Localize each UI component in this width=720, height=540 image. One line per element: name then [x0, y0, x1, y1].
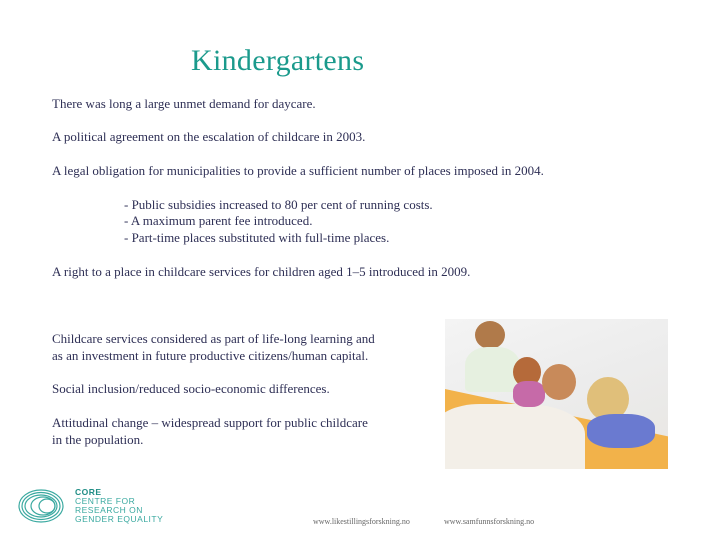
kindergarten-photo — [445, 319, 668, 469]
footer-link-samfunn[interactable]: www.samfunnsforskning.no — [444, 517, 535, 526]
core-logo-icon — [17, 487, 69, 525]
sub-point-subsidies: - Public subsidies increased to 80 per cent of running costs. — [124, 197, 433, 212]
footer-link-likestilling[interactable]: www.likestillingsforskning.no — [313, 517, 410, 526]
photo-child1-body — [513, 381, 545, 407]
paragraph-demand: There was long a large unmet demand for daycare. — [52, 96, 316, 111]
paragraph-lifelong-line2: as an investment in future productive citizens/human capital. — [52, 348, 369, 363]
photo-child2-head — [542, 364, 576, 400]
paragraph-attitudinal-line1: Attitudinal change – widespread support for public childcare — [52, 415, 368, 430]
paragraph-agreement: A political agreement on the escalation of childcare in 2003. — [52, 129, 366, 144]
photo-child3-shirt — [587, 414, 655, 448]
sub-point-full-time: - Part-time places substituted with full-time places. — [124, 230, 390, 245]
photo-cloth — [445, 404, 585, 469]
photo-adult-body — [465, 347, 520, 392]
paragraph-lifelong-line1: Childcare services considered as part of life-long learning and — [52, 331, 375, 346]
paragraph-legal-obligation: A legal obligation for municipalities to provide a sufficient number of places imposed in 2004. — [52, 163, 544, 178]
paragraph-right-to-place: A right to a place in childcare services for children aged 1–5 introduced in 2009. — [52, 264, 471, 279]
core-logo-text — [75, 488, 163, 524]
logo-line1: CENTRE FOR — [75, 496, 136, 506]
photo-adult-head — [475, 321, 505, 349]
logo-line2: RESEARCH ON — [75, 505, 143, 515]
paragraph-attitudinal-line2: in the population. — [52, 432, 144, 447]
logo-line3: GENDER EQUALITY — [75, 514, 164, 524]
slide-title: Kindergartens — [191, 44, 365, 77]
logo-name: CORE — [75, 487, 102, 497]
paragraph-social-inclusion: Social inclusion/reduced socio-economic differences. — [52, 381, 330, 396]
sub-point-parent-fee: - A maximum parent fee introduced. — [124, 213, 313, 228]
